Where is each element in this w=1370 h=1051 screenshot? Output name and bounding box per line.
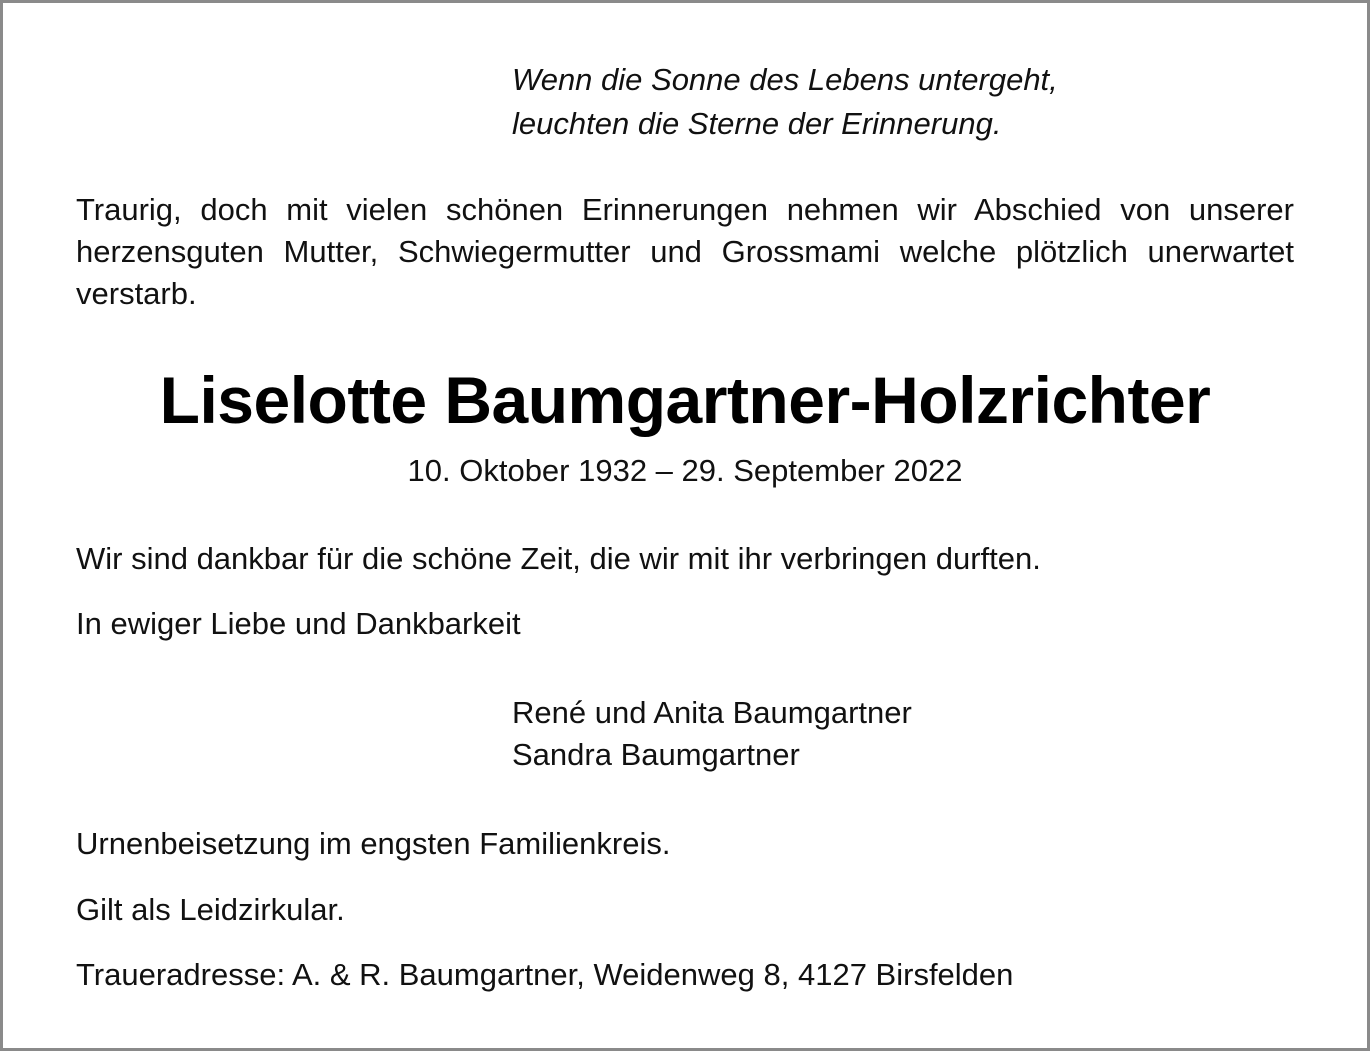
intro-text: Traurig, doch mit vielen schönen Erinnerungen nehmen wir Abschied von unserer herzensguten Mutter, Schwiegermutter und Grossmami welche plötzlich unerwartet verstarb. xyxy=(76,192,1294,311)
deceased-name: Liselotte Baumgartner-Holzrichter xyxy=(159,363,1211,437)
motto xyxy=(512,58,1058,146)
signer-2: Sandra Baumgartner xyxy=(512,737,800,772)
circular-note: Gilt als Leidzirkular. xyxy=(76,892,345,927)
motto-line-1: Wenn die Sonne des Lebens untergeht, xyxy=(512,62,1058,97)
gratitude-text: Wir sind dankbar für die schöne Zeit, die wir mit ihr verbringen durften. xyxy=(76,541,1041,576)
closing-text: In ewiger Liebe und Dankbarkeit xyxy=(76,606,521,641)
life-dates: 10. Oktober 1932 – 29. September 2022 xyxy=(407,453,963,488)
signer-1: René und Anita Baumgartner xyxy=(512,695,912,730)
signers xyxy=(512,692,912,776)
burial-note: Urnenbeisetzung im engsten Familienkreis. xyxy=(76,826,671,861)
motto-line-2: leuchten die Sterne der Erinnerung. xyxy=(512,106,1002,141)
mourning-address: Traueradresse: A. & R. Baumgartner, Weidenweg 8, 4127 Birsfelden xyxy=(76,957,1014,992)
